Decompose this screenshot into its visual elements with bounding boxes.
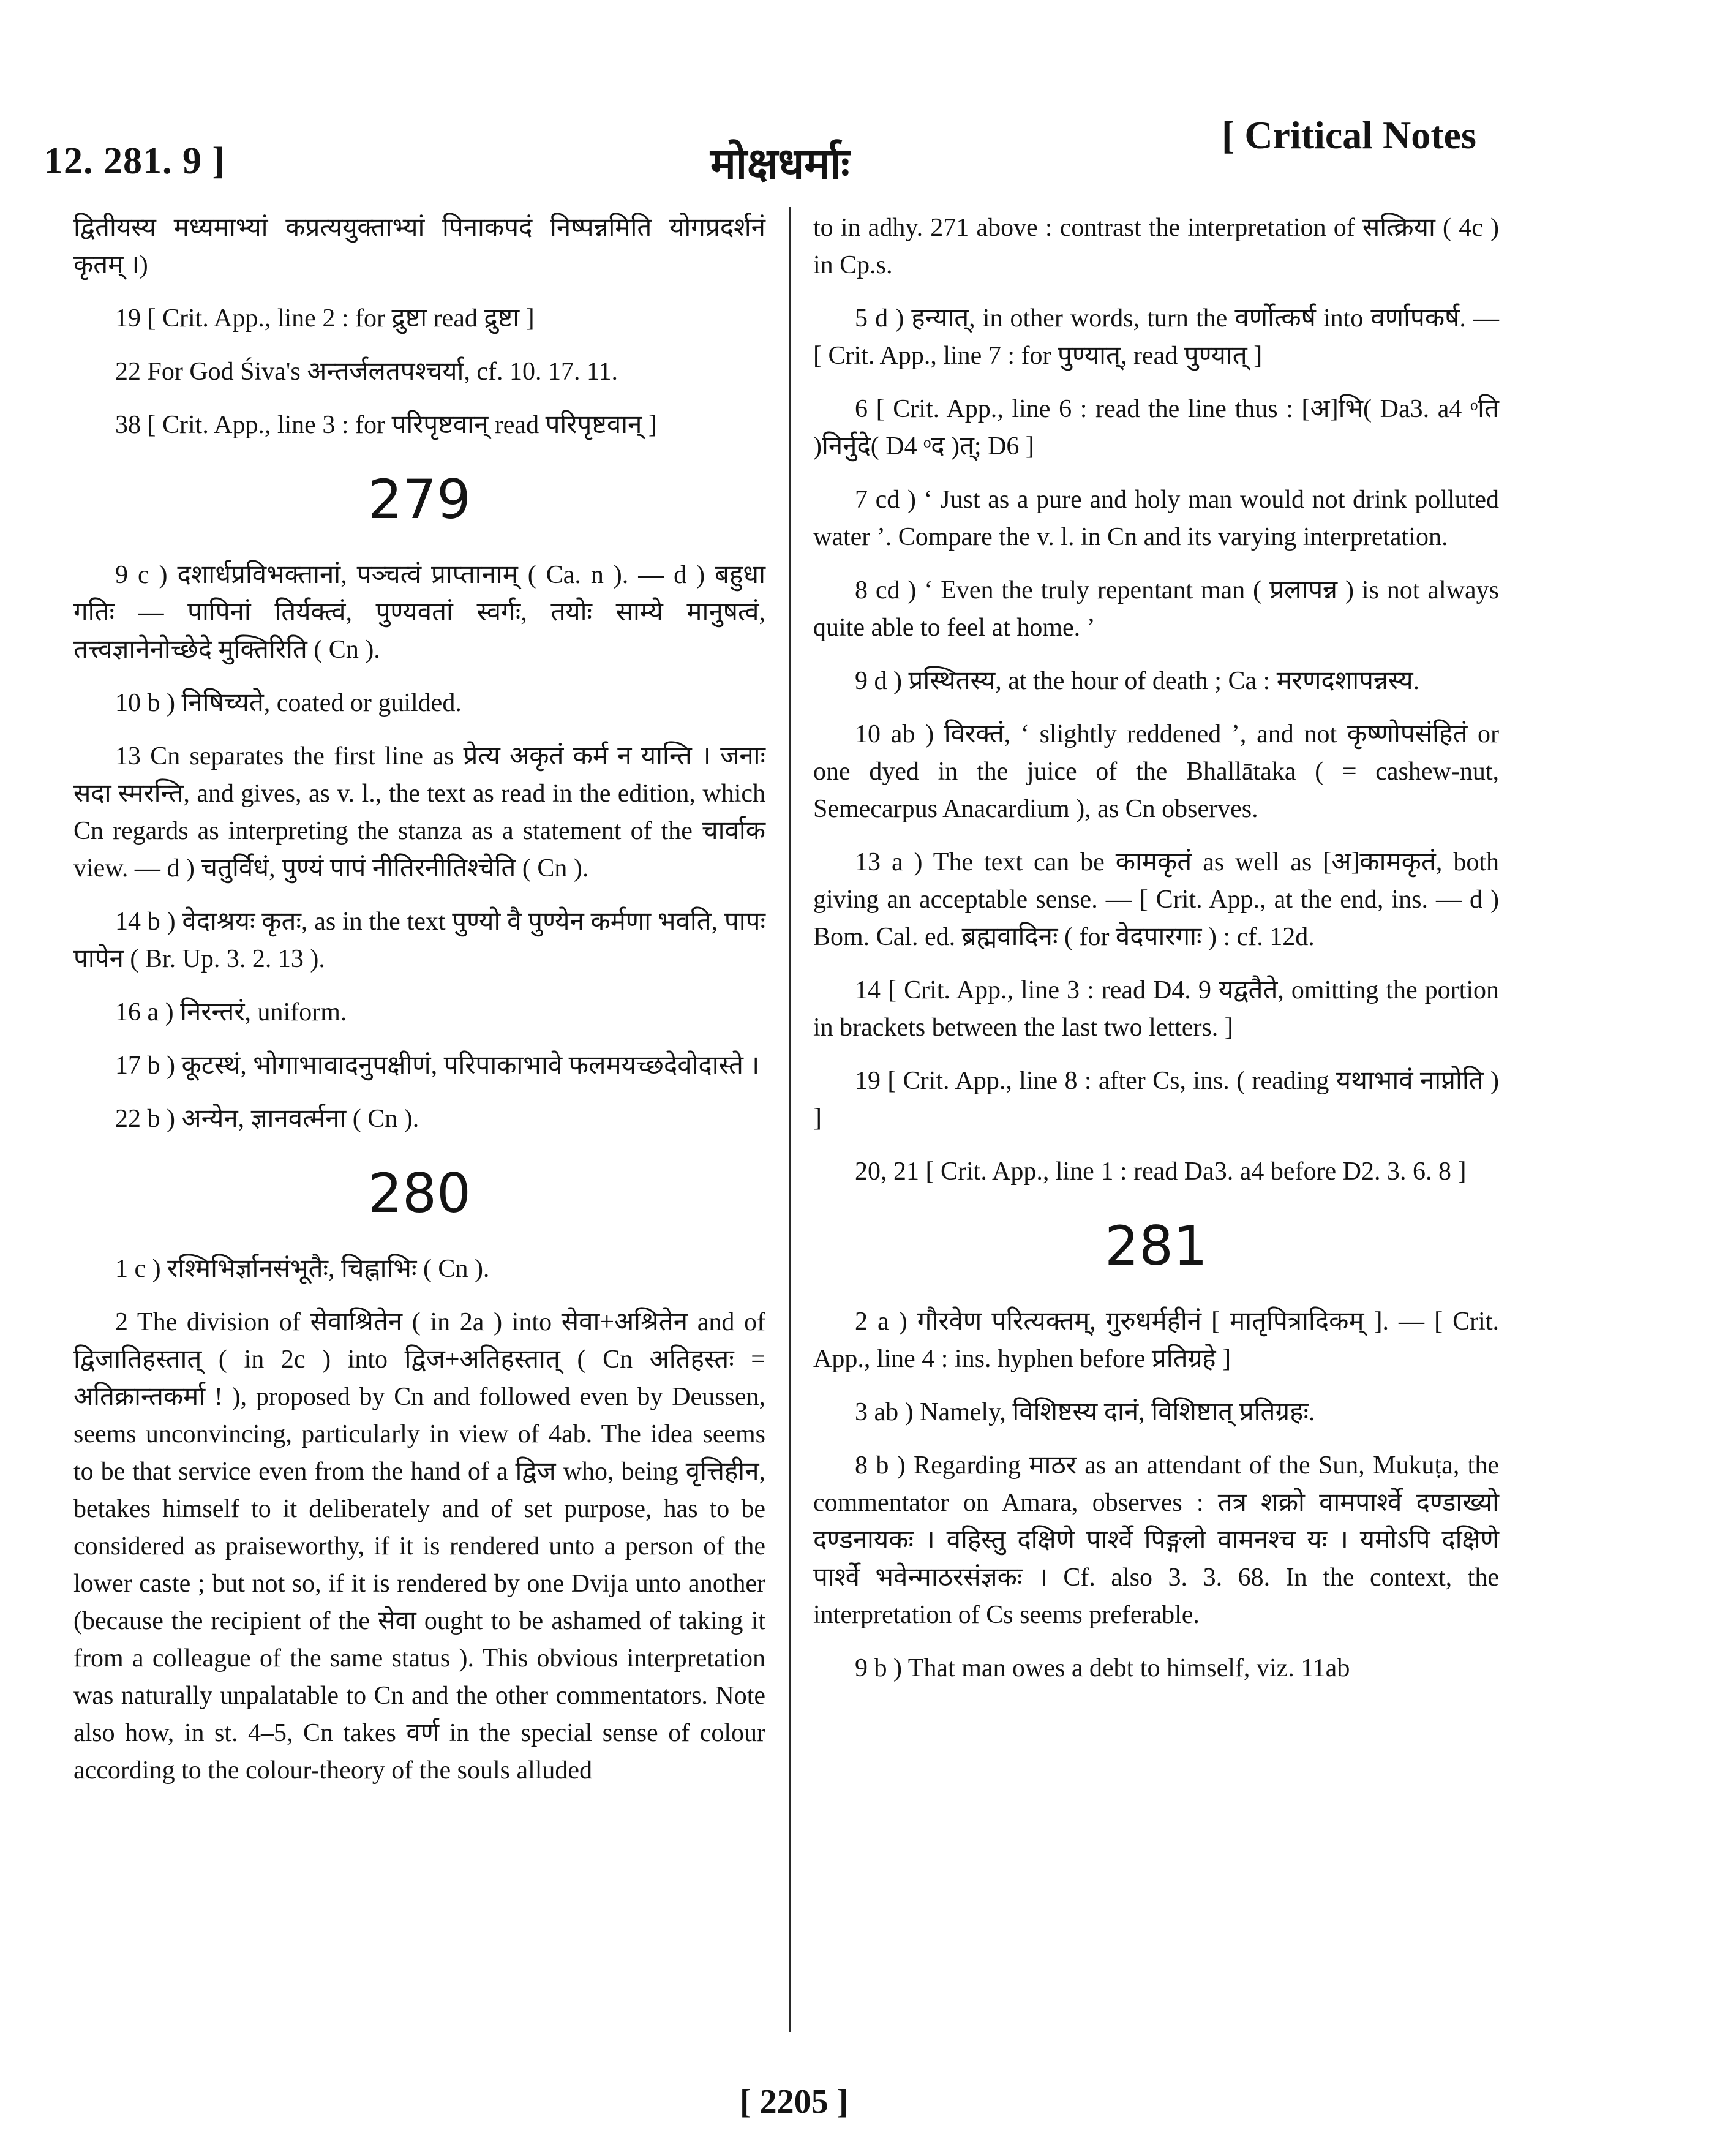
section-number: 281 [1105,1214,1208,1277]
right-column [813,209,1499,1703]
note-paragraph: 17 b ) कूटस्थं, भोगाभावादनुपक्षीणं, परिपाकाभावे फलमयच्छदेवोदास्ते । [115,1052,760,1080]
note-paragraph: 22 b ) अन्येन, ज्ञानवर्त्मना ( Cn ). [115,1105,419,1133]
note-paragraph: 1 c ) रश्मिभिर्ज्ञानसंभूतैः, चिह्नाभिः ( Cn ). [115,1255,490,1283]
note-paragraph: 38 [ Crit. App., line 3 : for परिपृष्टवान् read परिपृष्टवान् ] [115,411,657,439]
note-paragraph: 9 d ) प्रस्थितस्य, at the hour of death ; Ca : मरणदशापन्नस्य. [855,667,1420,695]
note-paragraph: 16 a ) निरन्तरं, uniform. [115,998,347,1026]
note-paragraph: 14 [ Crit. App., line 3 : read D4. 9 यद्वतैते, omitting the portion in brackets between the last two letters. ] [813,976,1499,1042]
header-reference: 12. 281. 9 ] [44,140,226,182]
section-number: 280 [368,1162,471,1225]
left-column [73,209,765,1805]
note-paragraph: 5 d ) हन्यात्, in other words, turn the वर्णोत्कर्ष into वर्णापकर्ष. — [ Crit. App., line 7 : for पुण्यात्, read पुण्यात् ] [813,304,1499,370]
note-paragraph: 9 b ) That man owes a debt to himself, viz. 11ab [855,1654,1350,1682]
section-number: 279 [368,468,471,531]
note-paragraph: 2 a ) गौरवेण परित्यक्तम्, गुरुधर्महीनं [ मातृपित्रादिकम् ]. — [ Crit. App., line 4 : ins. hyphen before प्रतिग्रहे ] [813,1308,1499,1373]
note-paragraph: 10 b ) निषिच्यते, coated or guilded. [115,689,462,717]
note-paragraph: 6 [ Crit. App., line 6 : read the line thus : [अ]भि( Da3. a4 ᵒति )निर्नुदे( D4 ᵒद )त्; D6 ] [813,395,1499,461]
note-paragraph: 14 b ) वेदाश्रयः कृतः, as in the text पुण्यो वै पुण्येन कर्मणा भवति, पापः पापेन ( Br. Up. 3. 2. 13 ). [73,908,765,973]
column-divider [789,207,791,2032]
header-title: मोक्षधर्माः [710,138,850,189]
note-paragraph: 8 b ) Regarding माठर as an attendant of the Sun, Mukuṭa, the commentator on Amara, observes : तत्र शक्रो वामपार्श्वे दण्डाख्यो दण्डनायकः । वहिस्तु दक्षिणे पार्श्वे पिङ्गलो वामनश्च यः । यमोऽपि दक्षिणे पार्श्वे भवेन्माठरसंज्ञकः । Cf. also 3. 3. 68. In the context, the interpretation of Cs seems preferable. [813,1451,1499,1629]
header-section: [ Critical Notes [1222,113,1476,157]
note-paragraph: 13 Cn separates the first line as प्रेत्य अकृतं कर्म न यान्ति । जनाः सदा स्मरन्ति, and gives, as v. l., the text as read in the edition, which Cn regards as interpreting the stanza as a statement of the चार्वाक view. — d ) चतुर्विधं, पुण्यं पापं नीतिरनीतिश्चेति ( Cn ). [73,742,765,882]
note-paragraph: 13 a ) The text can be कामकृतं as well as [अ]कामकृतं, both giving an acceptable sense. — [ Crit. App., at the end, ins. — d ) Bom. Cal. ed. ब्रह्मवादिनः ( for वेदपारगाः ) : cf. 12d. [813,848,1499,951]
note-paragraph: 19 [ Crit. App., line 2 : for द्रुष्टा read द्रुष्टा ] [115,304,535,333]
note-paragraph: 3 ab ) Namely, विशिष्टस्य दानं, विशिष्टात् प्रतिग्रहः. [855,1398,1315,1426]
page-number: [ 2205 ] [740,2083,849,2121]
note-paragraph: 10 ab ) विरक्तं, ‘ slightly reddened ’, and not कृष्णोपसंहितं or one dyed in the juice of the Bhallātaka ( = cashew-nut, Semecarpus Anacardium ), as Cn observes. [813,720,1499,823]
note-paragraph: द्वितीयस्य मध्यमाभ्यां कप्रत्ययुक्ताभ्यां पिनाकपदं निष्पन्नमिति योगप्रदर्शनं कृतम् ।) [73,214,765,279]
note-paragraph: 19 [ Crit. App., line 8 : after Cs, ins. ( reading यथाभावं नाप्नोति ) ] [813,1067,1499,1132]
note-paragraph: 9 c ) दशार्धप्रविभक्तानां, पञ्चत्वं प्राप्तानाम् ( Ca. n ). — d ) बहुधा गतिः — पापिनां तिर्यक्त्वं, पुण्यवतां स्वर्गः, तयोः साम्ये मानुषत्वं, तत्त्वज्ञानेनोच्छेदे मुक्तिरिति ( Cn ). [73,561,765,664]
note-paragraph: to in adhy. 271 above : contrast the interpretation of सत्क्रिया ( 4c ) in Cp.s. [813,214,1499,279]
note-paragraph: 22 For God Śiva's अन्तर्जलतपश्चर्या, cf. 10. 17. 11. [115,358,618,386]
note-paragraph: 8 cd ) ‘ Even the truly repentant man ( प्रलापन्न ) is not always quite able to feel at home. ’ [813,576,1499,642]
note-paragraph: 20, 21 [ Crit. App., line 1 : read Da3. a4 before D2. 3. 6. 8 ] [855,1157,1467,1186]
note-paragraph: 7 cd ) ‘ Just as a pure and holy man would not drink polluted water ’. Compare the v. l. in Cn and its varying interpretation. [813,486,1499,551]
note-paragraph: 2 The division of सेवाश्रितेन ( in 2a ) into सेवा+अश्रितेन and of द्विजातिहस्तात् ( in 2c ) into द्विज+अतिहस्तात् ( Cn अतिहस्तः = अतिक्रान्तकर्मा ! ), proposed by Cn and followed even by Deussen, seems unconvincing, particularly in view of 4ab. The idea seems to be that service even from the hand of a द्विज who, being वृत्तिहीन, betakes himself to it deliberately and of set purpose, has to be considered as praiseworthy, if it is rendered unto a person of the lower caste ; but not so, if it is rendered by one Dvija unto another (because the recipient of the सेवा ought to be ashamed of taking it from a colleague of the same status ). This obvious interpretation was naturally unpalatable to Cn and the other commentators. Note also how, in st. 4–5, Cn takes वर्ण in the special sense of colour according to the colour-theory of the souls alluded [73,1308,765,1785]
